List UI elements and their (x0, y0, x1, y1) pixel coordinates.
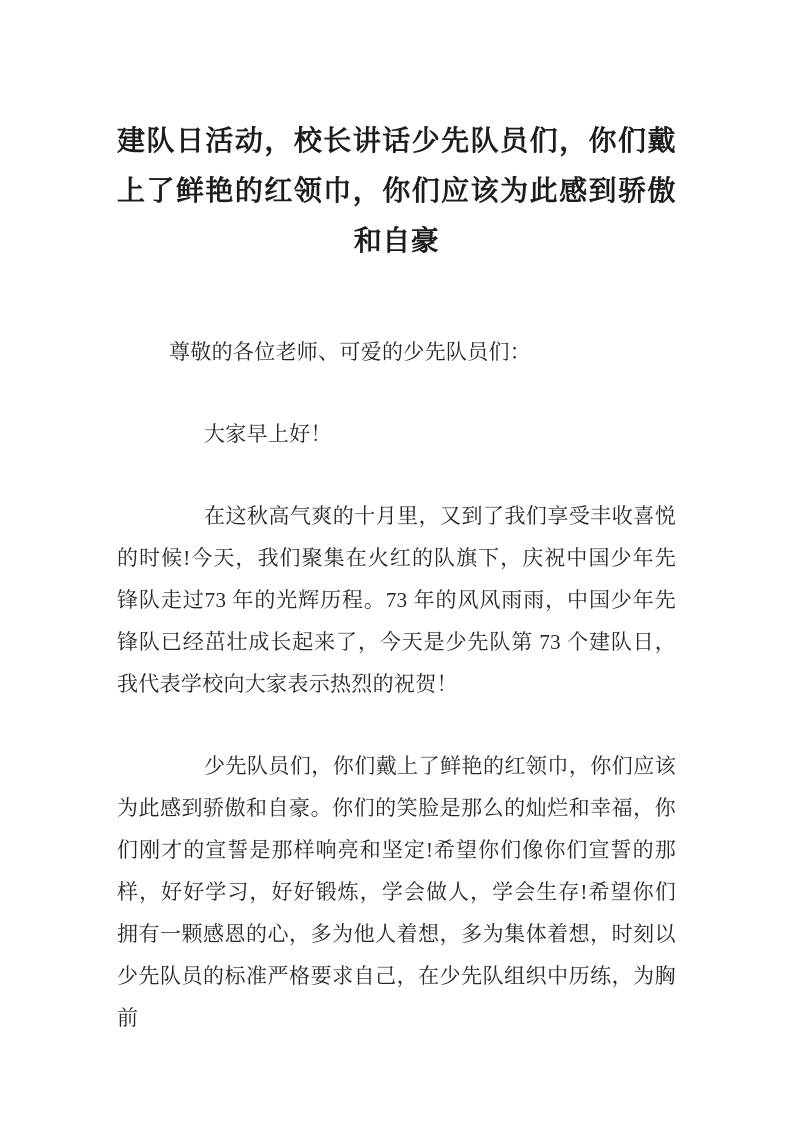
paragraph-celebration: 在这秋高气爽的十月里，又到了我们享受丰收喜悦的时候!今天，我们聚集在火红的队旗下，庆祝中国少年先锋队走过73 年的光辉历程。73 年的风风雨雨，中国少年先锋队已经茁壮成长起来了，今天是少先队第 73 个建队日，我代表学校向大家表示热烈的祝贺！ (117, 504, 676, 696)
paragraph-salutation: 尊敬的各位老师、可爱的少先队员们： (169, 340, 532, 364)
document-body (117, 331, 676, 1039)
paragraph-greeting: 大家早上好！ (204, 422, 332, 446)
document-title: 建队日活动，校长讲话少先队员们，你们戴上了鲜艳的红领巾，你们应该为此感到骄傲和自豪 (117, 126, 676, 257)
paragraph-encouragement: 少先队员们，你们戴上了鲜艳的红领巾，你们应该为此感到骄傲和自豪。你们的笑脸是那么的灿烂和幸福，你们刚才的宣誓是那样响亮和坚定!希望你们像你们宣誓的那样，好好学习，好好锻炼，学会做人，学会生存!希望你们拥有一颗感恩的心，多为他人着想，多为集体着想，时刻以少先队员的标准严格要求自己，在少先队组织中历练，为胸前 (117, 754, 676, 1030)
